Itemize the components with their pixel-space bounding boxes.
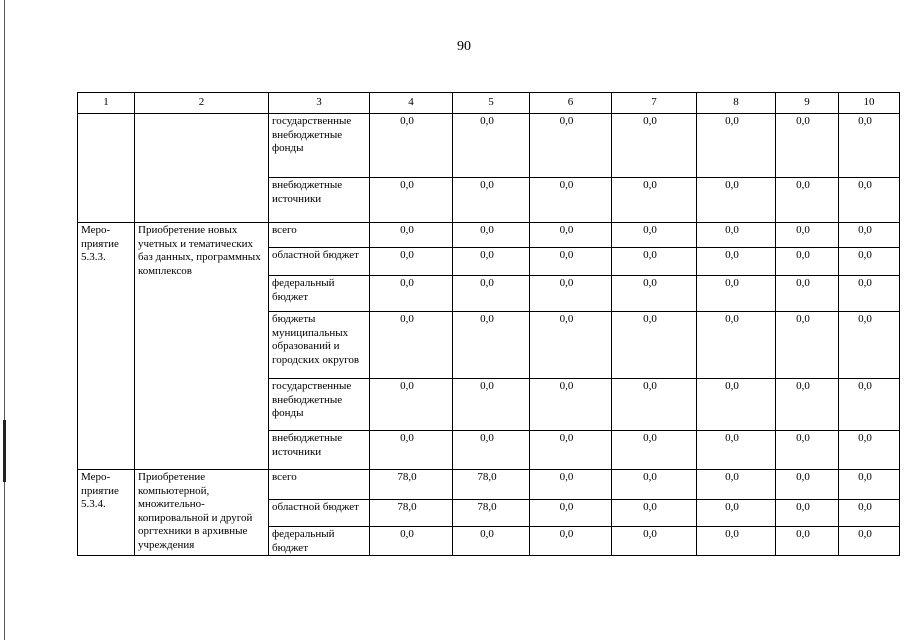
value-cell: 0,0 <box>839 276 900 312</box>
left-margin-mark <box>3 420 6 482</box>
value-cell: 0,0 <box>453 178 530 223</box>
header-row <box>78 93 900 114</box>
value-cell: 0,0 <box>839 527 900 556</box>
measure-code-cell <box>78 114 135 223</box>
value-cell: 0,0 <box>370 431 453 470</box>
value-cell: 0,0 <box>697 248 776 276</box>
value-cell: 0,0 <box>776 223 839 248</box>
value-cell: 0,0 <box>530 379 612 431</box>
value-cell: 0,0 <box>453 114 530 178</box>
source-cell: всего <box>269 223 370 248</box>
value-cell: 0,0 <box>453 312 530 379</box>
value-cell: 0,0 <box>697 223 776 248</box>
value-cell: 0,0 <box>612 431 697 470</box>
value-cell: 0,0 <box>697 379 776 431</box>
value-cell: 0,0 <box>776 379 839 431</box>
table-row <box>78 114 900 178</box>
value-cell: 0,0 <box>697 431 776 470</box>
value-cell: 0,0 <box>776 500 839 527</box>
value-cell: 0,0 <box>453 527 530 556</box>
source-cell: государственные внебюджетные фонды <box>269 379 370 431</box>
value-cell: 0,0 <box>530 500 612 527</box>
value-cell: 78,0 <box>453 470 530 500</box>
value-cell: 0,0 <box>697 276 776 312</box>
header-cell: 10 <box>839 93 900 114</box>
value-cell: 0,0 <box>776 470 839 500</box>
value-cell: 78,0 <box>453 500 530 527</box>
value-cell: 0,0 <box>370 276 453 312</box>
value-cell: 0,0 <box>697 114 776 178</box>
value-cell: 0,0 <box>612 223 697 248</box>
value-cell: 0,0 <box>530 470 612 500</box>
header-cell: 9 <box>776 93 839 114</box>
value-cell: 0,0 <box>370 223 453 248</box>
table-row <box>78 223 900 248</box>
value-cell: 0,0 <box>776 114 839 178</box>
value-cell: 0,0 <box>612 248 697 276</box>
page-number: 90 <box>457 39 471 54</box>
value-cell: 0,0 <box>530 178 612 223</box>
value-cell: 0,0 <box>370 379 453 431</box>
value-cell: 0,0 <box>697 312 776 379</box>
measure-code-cell: Меро-приятие 5.3.3. <box>78 223 135 470</box>
header-cell: 4 <box>370 93 453 114</box>
source-cell: всего <box>269 470 370 500</box>
value-cell: 0,0 <box>839 379 900 431</box>
value-cell: 0,0 <box>839 431 900 470</box>
value-cell: 0,0 <box>530 223 612 248</box>
source-cell: государственные внебюджетные фонды <box>269 114 370 178</box>
header-cell: 1 <box>78 93 135 114</box>
value-cell: 0,0 <box>612 527 697 556</box>
value-cell: 0,0 <box>612 178 697 223</box>
value-cell: 0,0 <box>839 114 900 178</box>
value-cell: 0,0 <box>530 248 612 276</box>
header-cell: 3 <box>269 93 370 114</box>
measure-name-cell: Приобретение компьютерной, множительно-копировальной и другой оргтехники в архивные учреждения <box>135 470 269 556</box>
value-cell: 0,0 <box>530 276 612 312</box>
value-cell: 0,0 <box>776 276 839 312</box>
header-cell: 5 <box>453 93 530 114</box>
value-cell: 0,0 <box>530 312 612 379</box>
value-cell: 0,0 <box>370 114 453 178</box>
value-cell: 0,0 <box>697 178 776 223</box>
value-cell: 0,0 <box>697 470 776 500</box>
table-row <box>78 470 900 500</box>
budget-table <box>77 92 900 556</box>
value-cell: 0,0 <box>370 312 453 379</box>
value-cell: 0,0 <box>839 223 900 248</box>
value-cell: 0,0 <box>697 527 776 556</box>
value-cell: 0,0 <box>612 500 697 527</box>
source-cell: внебюджетные источники <box>269 178 370 223</box>
measure-name-cell: Приобретение новых учетных и тематических баз данных, программных комплексов <box>135 223 269 470</box>
value-cell: 0,0 <box>530 114 612 178</box>
value-cell: 0,0 <box>453 276 530 312</box>
header-cell: 6 <box>530 93 612 114</box>
value-cell: 0,0 <box>453 431 530 470</box>
value-cell: 0,0 <box>612 312 697 379</box>
measure-code-cell: Меро-приятие 5.3.4. <box>78 470 135 556</box>
source-cell: областной бюджет <box>269 500 370 527</box>
value-cell: 0,0 <box>776 248 839 276</box>
value-cell: 0,0 <box>530 527 612 556</box>
value-cell: 0,0 <box>697 500 776 527</box>
value-cell: 0,0 <box>776 431 839 470</box>
value-cell: 0,0 <box>612 114 697 178</box>
value-cell: 0,0 <box>839 312 900 379</box>
source-cell: внебюджетные источники <box>269 431 370 470</box>
value-cell: 0,0 <box>612 379 697 431</box>
header-cell: 7 <box>612 93 697 114</box>
header-cell: 2 <box>135 93 269 114</box>
source-cell: областной бюджет <box>269 248 370 276</box>
value-cell: 0,0 <box>839 470 900 500</box>
value-cell: 0,0 <box>612 470 697 500</box>
value-cell: 78,0 <box>370 500 453 527</box>
header-cell: 8 <box>697 93 776 114</box>
source-cell: федеральный бюджет <box>269 527 370 556</box>
value-cell: 0,0 <box>839 500 900 527</box>
value-cell: 0,0 <box>370 527 453 556</box>
value-cell: 0,0 <box>453 379 530 431</box>
value-cell: 0,0 <box>530 431 612 470</box>
value-cell: 0,0 <box>370 248 453 276</box>
value-cell: 0,0 <box>776 312 839 379</box>
measure-name-cell <box>135 114 269 223</box>
value-cell: 0,0 <box>453 248 530 276</box>
left-margin-line <box>4 0 5 640</box>
value-cell: 0,0 <box>453 223 530 248</box>
value-cell: 78,0 <box>370 470 453 500</box>
value-cell: 0,0 <box>776 527 839 556</box>
value-cell: 0,0 <box>370 178 453 223</box>
source-cell: федеральный бюджет <box>269 276 370 312</box>
source-cell: бюджеты муниципальных образований и городских округов <box>269 312 370 379</box>
value-cell: 0,0 <box>839 248 900 276</box>
value-cell: 0,0 <box>612 276 697 312</box>
value-cell: 0,0 <box>776 178 839 223</box>
value-cell: 0,0 <box>839 178 900 223</box>
